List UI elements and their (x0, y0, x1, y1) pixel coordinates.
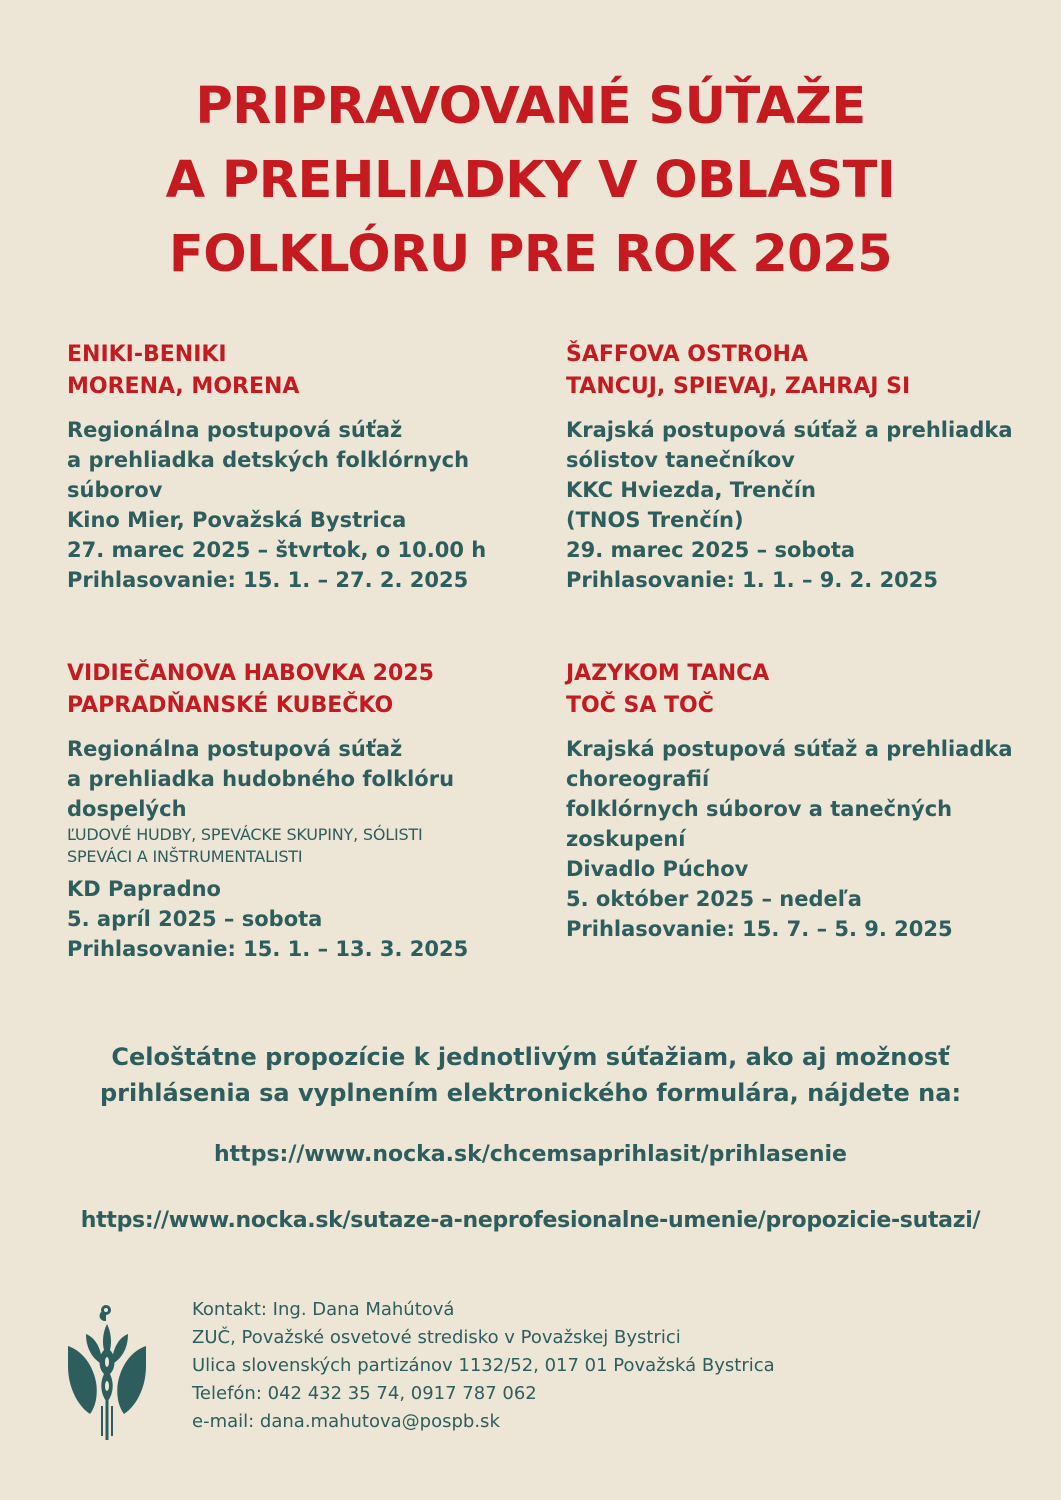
event-description-line: sólistov tanečníkov (566, 448, 795, 472)
contact-person: Kontakt: Ing. Dana Mahútová (192, 1299, 455, 1320)
event-details (67, 734, 527, 964)
event-title-line: VIDIEČANOVA HABOVKA 2025 (67, 661, 434, 686)
event-title-line: PAPRADŇANSKÉ KUBEČKO (67, 693, 394, 718)
page-title-line: PRIPRAVOVANÉ SÚŤAŽE (195, 77, 866, 136)
contact-block (192, 1296, 775, 1436)
event-title (67, 339, 527, 403)
event-description-line: a prehliadka hudobného folklóru (67, 767, 455, 791)
event-details (566, 734, 1026, 944)
event-venue: KD Papradno (67, 877, 221, 901)
page-title (0, 70, 1061, 292)
contact-organization: ZUČ, Považské osvetové stredisko v Považskej Bystrici (192, 1327, 681, 1348)
event-date: 5. apríl 2025 – sobota (67, 907, 323, 931)
event-title (67, 658, 527, 722)
propositions-info (0, 1039, 1061, 1111)
event-description-line: Regionálna postupová súťaž (67, 737, 403, 761)
propositions-link[interactable]: https://www.nocka.sk/sutaze-a-neprofesionalne-umenie/propozicie-sutazi/ (80, 1208, 981, 1233)
event-description-line: Krajská postupová súťaž a prehliadka (566, 737, 1013, 761)
event-description-line: Krajská postupová súťaž a prehliadka (566, 418, 1013, 442)
contact-email[interactable]: e-mail: dana.mahutova@pospb.sk (192, 1411, 500, 1432)
event-title (566, 339, 1026, 403)
contact-phone: Telefón: 042 432 35 74, 0917 787 062 (192, 1383, 537, 1404)
folk-violin-leaf-logo-icon (62, 1302, 152, 1442)
event-date: 29. marec 2025 – sobota (566, 538, 856, 562)
event-venue: KKC Hviezda, Trenčín (566, 478, 816, 502)
event-title-line: ENIKI-BENIKI (67, 342, 227, 367)
event-venue: (TNOS Trenčín) (566, 508, 744, 532)
event-venue: Kino Mier, Považská Bystrica (67, 508, 407, 532)
event-details (67, 415, 527, 595)
event-description-line: choreografií (566, 767, 710, 791)
event-title-line: JAZYKOM TANCA (566, 661, 770, 686)
event-description-line: dospelých (67, 797, 187, 821)
event-description-line: a prehliadka detských folklórnych (67, 448, 470, 472)
event-title-line: MORENA, MORENA (67, 374, 300, 399)
registration-link[interactable]: https://www.nocka.sk/chcemsaprihlasit/prihlasenie (214, 1142, 847, 1167)
event-description-line: Regionálna postupová súťaž (67, 418, 403, 442)
contact-address: Ulica slovenských partizánov 1132/52, 017 01 Považská Bystrica (192, 1355, 775, 1376)
event-registration: Prihlasovanie: 15. 1. – 13. 3. 2025 (67, 937, 469, 961)
event-title-line: TANCUJ, SPIEVAJ, ZAHRAJ SI (566, 374, 911, 399)
event-card-saffova-ostroha (566, 339, 1026, 595)
event-date: 5. október 2025 – nedeľa (566, 887, 862, 911)
event-note-line: SPEVÁCI A INŠTRUMENTALISTI (67, 847, 303, 866)
event-title (566, 658, 1026, 722)
info-text-line: prihlásenia sa vyplnením elektronického formulára, nájdete na: (99, 1079, 962, 1107)
event-card-jazykom-tanca (566, 658, 1026, 944)
event-title-line: ŠAFFOVA OSTROHA (566, 342, 808, 367)
event-description-line: zoskupení (566, 827, 686, 851)
event-registration: Prihlasovanie: 1. 1. – 9. 2. 2025 (566, 568, 939, 592)
info-text-line: Celoštátne propozície k jednotlivým súťažiam, ako aj možnosť (111, 1043, 950, 1071)
page-title-line: A PREHLIADKY V OBLASTI (165, 151, 896, 210)
page-title-line: FOLKLÓRU PRE ROK 2025 (168, 225, 893, 284)
event-details (566, 415, 1026, 595)
event-date: 27. marec 2025 – štvrtok, o 10.00 h (67, 538, 487, 562)
event-registration: Prihlasovanie: 15. 7. – 5. 9. 2025 (566, 917, 953, 941)
event-note-line: ĽUDOVÉ HUDBY, SPEVÁCKE SKUPINY, SÓLISTI (67, 825, 423, 844)
event-venue: Divadlo Púchov (566, 857, 749, 881)
event-card-eniki-beniki (67, 339, 527, 595)
event-description-line: súborov (67, 478, 163, 502)
event-card-videcanova-habovka (67, 658, 527, 964)
event-title-line: TOČ SA TOČ (566, 693, 714, 718)
event-registration: Prihlasovanie: 15. 1. – 27. 2. 2025 (67, 568, 469, 592)
event-description-line: folklórnych súborov a tanečných (566, 797, 953, 821)
